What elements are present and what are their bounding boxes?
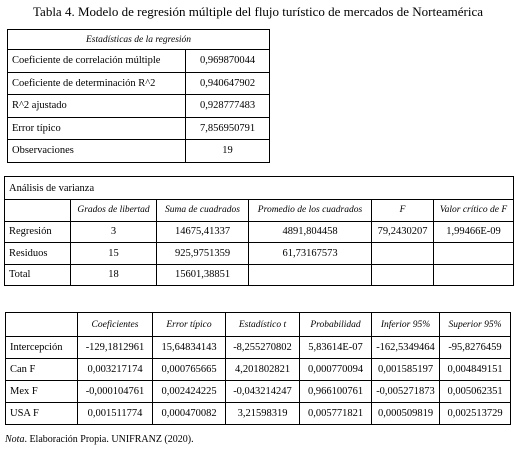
table-cell: 15,64834143	[153, 337, 226, 359]
table-cell: 15	[71, 243, 157, 265]
table-cell: 0,000509819	[372, 403, 440, 425]
table-cell	[372, 264, 434, 286]
table-note	[5, 434, 194, 445]
column-header: Superior 95%	[440, 313, 511, 337]
table-title: Tabla 4. Modelo de regresión múltiple del flujo turístico de mercados de Norteamérica	[33, 4, 483, 19]
table-row	[5, 243, 514, 265]
table-cell: 0,005062351	[440, 381, 511, 403]
table-cell: 61,73167573	[249, 243, 372, 265]
stat-label: R^2 ajustado	[8, 95, 186, 118]
table-cell: 0,966100761	[300, 381, 372, 403]
coefficients-table	[5, 312, 511, 425]
column-header: Coeficientes	[78, 313, 153, 337]
table-cell: -0,000104761	[78, 381, 153, 403]
table-cell: 0,000770094	[300, 359, 372, 381]
table-cell: -8,255270802	[226, 337, 300, 359]
column-header: Estadístico t	[226, 313, 300, 337]
table-cell: 5,83614E-07	[300, 337, 372, 359]
regression-stats-table	[7, 29, 270, 163]
row-label: Intercepción	[6, 337, 78, 359]
table-row	[5, 221, 514, 243]
note-label: Nota	[5, 434, 25, 445]
row-label: Mex F	[6, 381, 78, 403]
table-cell: 1,99466E-09	[434, 221, 514, 243]
stat-value: 19	[186, 140, 270, 163]
table-cell: 0,004849151	[440, 359, 511, 381]
anova-table	[4, 176, 514, 286]
table-cell: 3	[71, 221, 157, 243]
table-cell: 0,000765665	[153, 359, 226, 381]
table-cell: -95,8276459	[440, 337, 511, 359]
column-header: Probabilidad	[300, 313, 372, 337]
table-cell	[434, 264, 514, 286]
table-cell: 4,201802821	[226, 359, 300, 381]
table-cell: 0,000470082	[153, 403, 226, 425]
row-label: Total	[5, 264, 71, 286]
stat-value: 0,928777483	[186, 95, 270, 118]
table-cell: 0,002424225	[153, 381, 226, 403]
table-cell: 0,002513729	[440, 403, 511, 425]
table-cell: 0,005771821	[300, 403, 372, 425]
table-cell: 3,21598319	[226, 403, 300, 425]
stat-label: Observaciones	[8, 140, 186, 163]
stat-label: Coeficiente de determinación R^2	[8, 72, 186, 95]
column-header	[6, 313, 78, 337]
table-row	[8, 50, 270, 73]
table-cell	[372, 243, 434, 265]
table-row	[8, 117, 270, 140]
table-cell	[249, 264, 372, 286]
table-cell: 79,2430207	[372, 221, 434, 243]
table-row	[6, 403, 511, 425]
column-header: Inferior 95%	[372, 313, 440, 337]
column-header: Grados de libertad	[71, 200, 157, 222]
stat-label: Error típico	[8, 117, 186, 140]
table-cell: 0,001585197	[372, 359, 440, 381]
table-cell: 4891,804458	[249, 221, 372, 243]
table-row	[6, 359, 511, 381]
row-label: USA F	[6, 403, 78, 425]
table-cell: 0,001511774	[78, 403, 153, 425]
row-label: Can F	[6, 359, 78, 381]
table-cell: 0,003217174	[78, 359, 153, 381]
table-cell: 14675,41337	[157, 221, 249, 243]
table-cell: -129,1812961	[78, 337, 153, 359]
table-row	[8, 72, 270, 95]
table-cell: 18	[71, 264, 157, 286]
note-text: . Elaboración Propia. UNIFRANZ (2020).	[24, 434, 194, 445]
table-row	[5, 264, 514, 286]
stat-value: 0,940647902	[186, 72, 270, 95]
column-header: Error típico	[153, 313, 226, 337]
table-cell: 925,9751359	[157, 243, 249, 265]
column-header: Suma de cuadrados	[157, 200, 249, 222]
column-header: F	[372, 200, 434, 222]
stat-label: Coeficiente de correlación múltiple	[8, 50, 186, 73]
regression-stats-header: Estadísticas de la regresión	[8, 30, 270, 50]
table-row	[8, 140, 270, 163]
column-header: Valor crítico de F	[434, 200, 514, 222]
anova-caption: Análisis de varianza	[5, 177, 514, 200]
table-row	[6, 381, 511, 403]
row-label: Regresión	[5, 221, 71, 243]
table-cell	[434, 243, 514, 265]
table-cell: -0,043214247	[226, 381, 300, 403]
stat-value: 7,856950791	[186, 117, 270, 140]
column-header: Promedio de los cuadrados	[249, 200, 372, 222]
row-label: Residuos	[5, 243, 71, 265]
column-header	[5, 200, 71, 222]
stat-value: 0,969870044	[186, 50, 270, 73]
table-row	[6, 337, 511, 359]
table-row	[8, 95, 270, 118]
table-cell: -0,005271873	[372, 381, 440, 403]
table-cell: 15601,38851	[157, 264, 249, 286]
table-cell: -162,5349464	[372, 337, 440, 359]
